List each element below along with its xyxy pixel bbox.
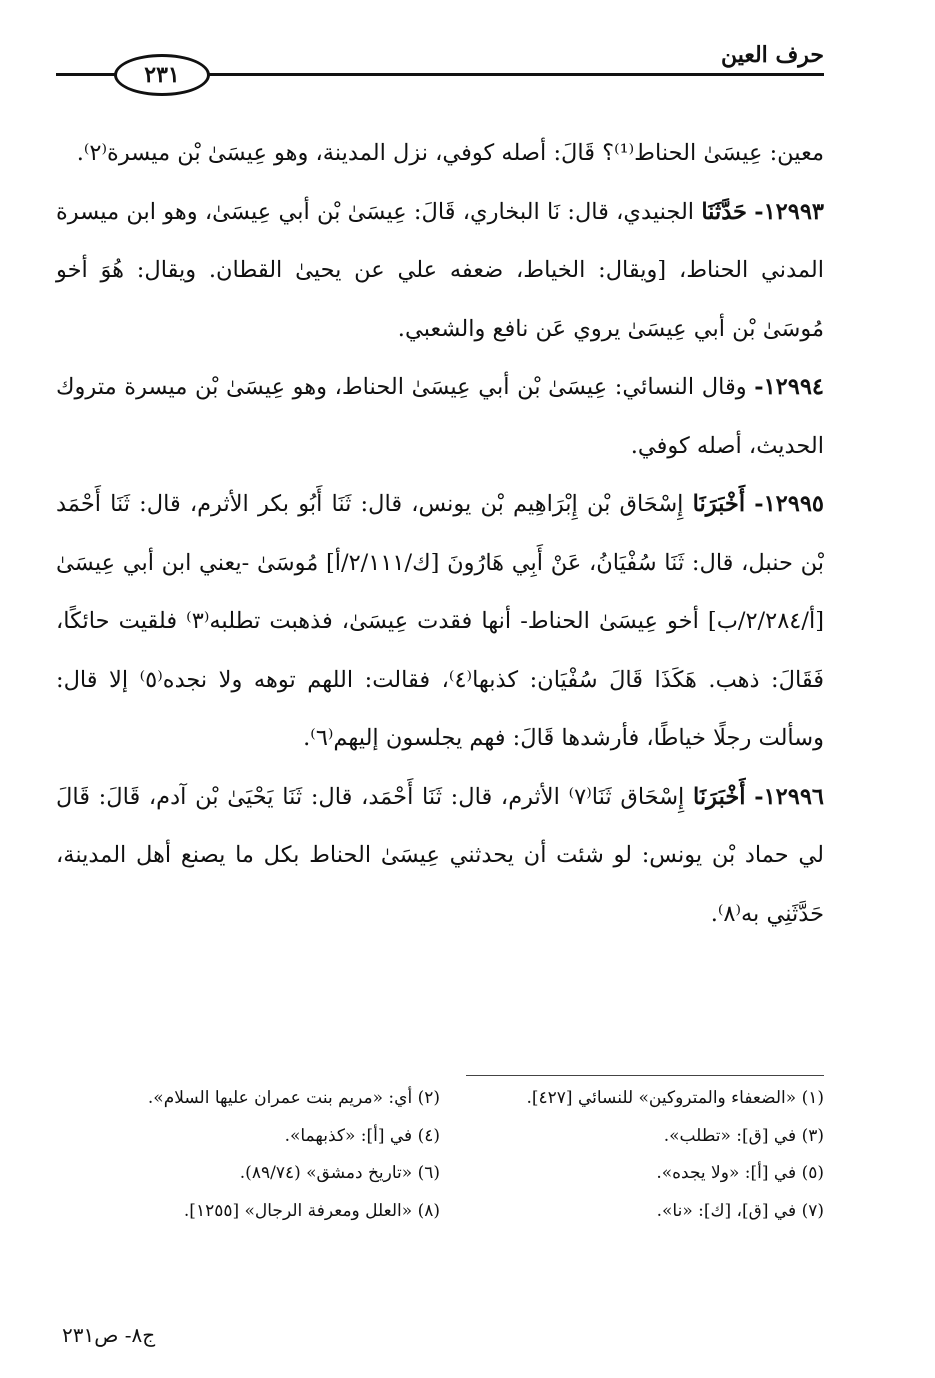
footnote-8: (٨) «العلل ومعرفة الرجال» [١٢٥٥].	[183, 1200, 440, 1221]
entry-text: وقال النسائي: عِيسَىٰ بْن أبي عِيسَىٰ الحناط، وهو عِيسَىٰ بْن ميسرة متروك الحديث، أصله كوفي.	[56, 374, 824, 459]
page-header	[56, 38, 824, 102]
footnote-row	[56, 1080, 824, 1118]
page-number: ٢٣١	[144, 62, 180, 88]
paragraph-2	[56, 183, 824, 359]
entry-lead: أَخْبَرَنَا	[692, 491, 746, 517]
entry-text: معين: عِيسَىٰ الحناط⁽¹⁾؟ قَالَ: أصله كوفي، نزل المدينة، وهو عِيسَىٰ بْن ميسرة⁽٢⁾.	[76, 140, 824, 166]
footnotes	[56, 1080, 824, 1230]
entry-number: ١٢٩٩٤-	[754, 374, 824, 400]
entry-number: ١٢٩٩٦-	[754, 783, 825, 810]
footnote-3: (٣) في [ق]: «تطلب».	[663, 1125, 824, 1146]
footnote-1: (١) «الضعفاء والمتروكين» للنسائي [٤٢٧].	[526, 1088, 824, 1108]
entry-lead: حَدَّثَنَا	[701, 198, 747, 225]
footnote-row	[56, 1155, 824, 1193]
paragraph-5	[56, 768, 824, 944]
body-text	[56, 124, 824, 943]
entry-number: ١٢٩٩٣-	[754, 198, 825, 225]
volume-page-reference: ج٨- ص٢٣١	[62, 1323, 156, 1347]
entry-text: إِسْحَاق بْن إِبْرَاهِيم بْن يونس، قال: ثَنَا أَبُو بكر الأثرم، قال: ثَنَا أَحْمَد بْن حنبل، قال: ثَنَا سُفْيَانُ، عَنْ أَبِي هَارُونَ [ك/٢/١١١/أ] مُوسَىٰ -يعني ابن أبي عِيسَىٰ [أ/٢/٢٨٤/ب] أخو عِيسَىٰ الحناط- أنها فقدت عِيسَىٰ، فذهبت تطلبه⁽٣⁾ فلقيت حائكًا، فَقَالَ: ذهب. هَكَذَا قَالَ سُفْيَان: كذبها⁽٤⁾، فقالت: اللهم توهه ولا نجده⁽٥⁾ إلا قال: وسألت رجلًا خياطًا، فأرشدها قَالَ: فهم يجلسون إليهم⁽٦⁾.	[56, 491, 824, 751]
entry-number: ١٢٩٩٥-	[754, 491, 825, 517]
paragraph-4	[56, 475, 824, 768]
chapter-title: حرف العين	[713, 42, 824, 68]
footnote-5: (٥) في [أ]: «ولا يجده».	[656, 1163, 824, 1183]
entry-text: الجنيدي، قال: نَا البخاري، قَالَ: عِيسَىٰ بْن أبي عِيسَىٰ، وهو ابن ميسرة المدني الحناط، [ويقال: الخياط، ضعفه علي عن يحيىٰ القطان. ويقال: هُوَ أخو مُوسَىٰ بْن أبي عِيسَىٰ يروي عَن نافع والشعبي.	[56, 198, 824, 342]
footnote-row	[56, 1118, 824, 1156]
paragraph-3	[56, 358, 824, 475]
footnote-6: (٦) «تاريخ دمشق» (٨٩/٧٤).	[239, 1163, 440, 1183]
footnote-2: (٢) أي: «مريم بنت عمران عليها السلام».	[147, 1088, 440, 1108]
paragraph-1	[56, 124, 824, 183]
footnote-row	[56, 1193, 824, 1231]
footnote-7: (٧) في [ق]، [ك]: «نا».	[656, 1200, 824, 1221]
entry-lead: أَخْبَرَنَا	[693, 783, 746, 810]
page-number-badge	[114, 54, 210, 96]
footnote-rule	[466, 1075, 824, 1076]
footnote-4: (٤) في [أ]: «كذبهما».	[284, 1125, 440, 1146]
entry-text: إِسْحَاق ثَنَا⁽٧⁾ الأثرم، قال: ثَنَا أَحْمَد، قال: ثَنَا يَحْيَىٰ بْن آدم، قَالَ: قَالَ لي حماد بْن يونس: لو شئت أن يحدثني عِيسَىٰ الحناط بكل ما يصنع أهل المدينة، حَدَّثَنِي به⁽٨⁾.	[56, 783, 824, 927]
